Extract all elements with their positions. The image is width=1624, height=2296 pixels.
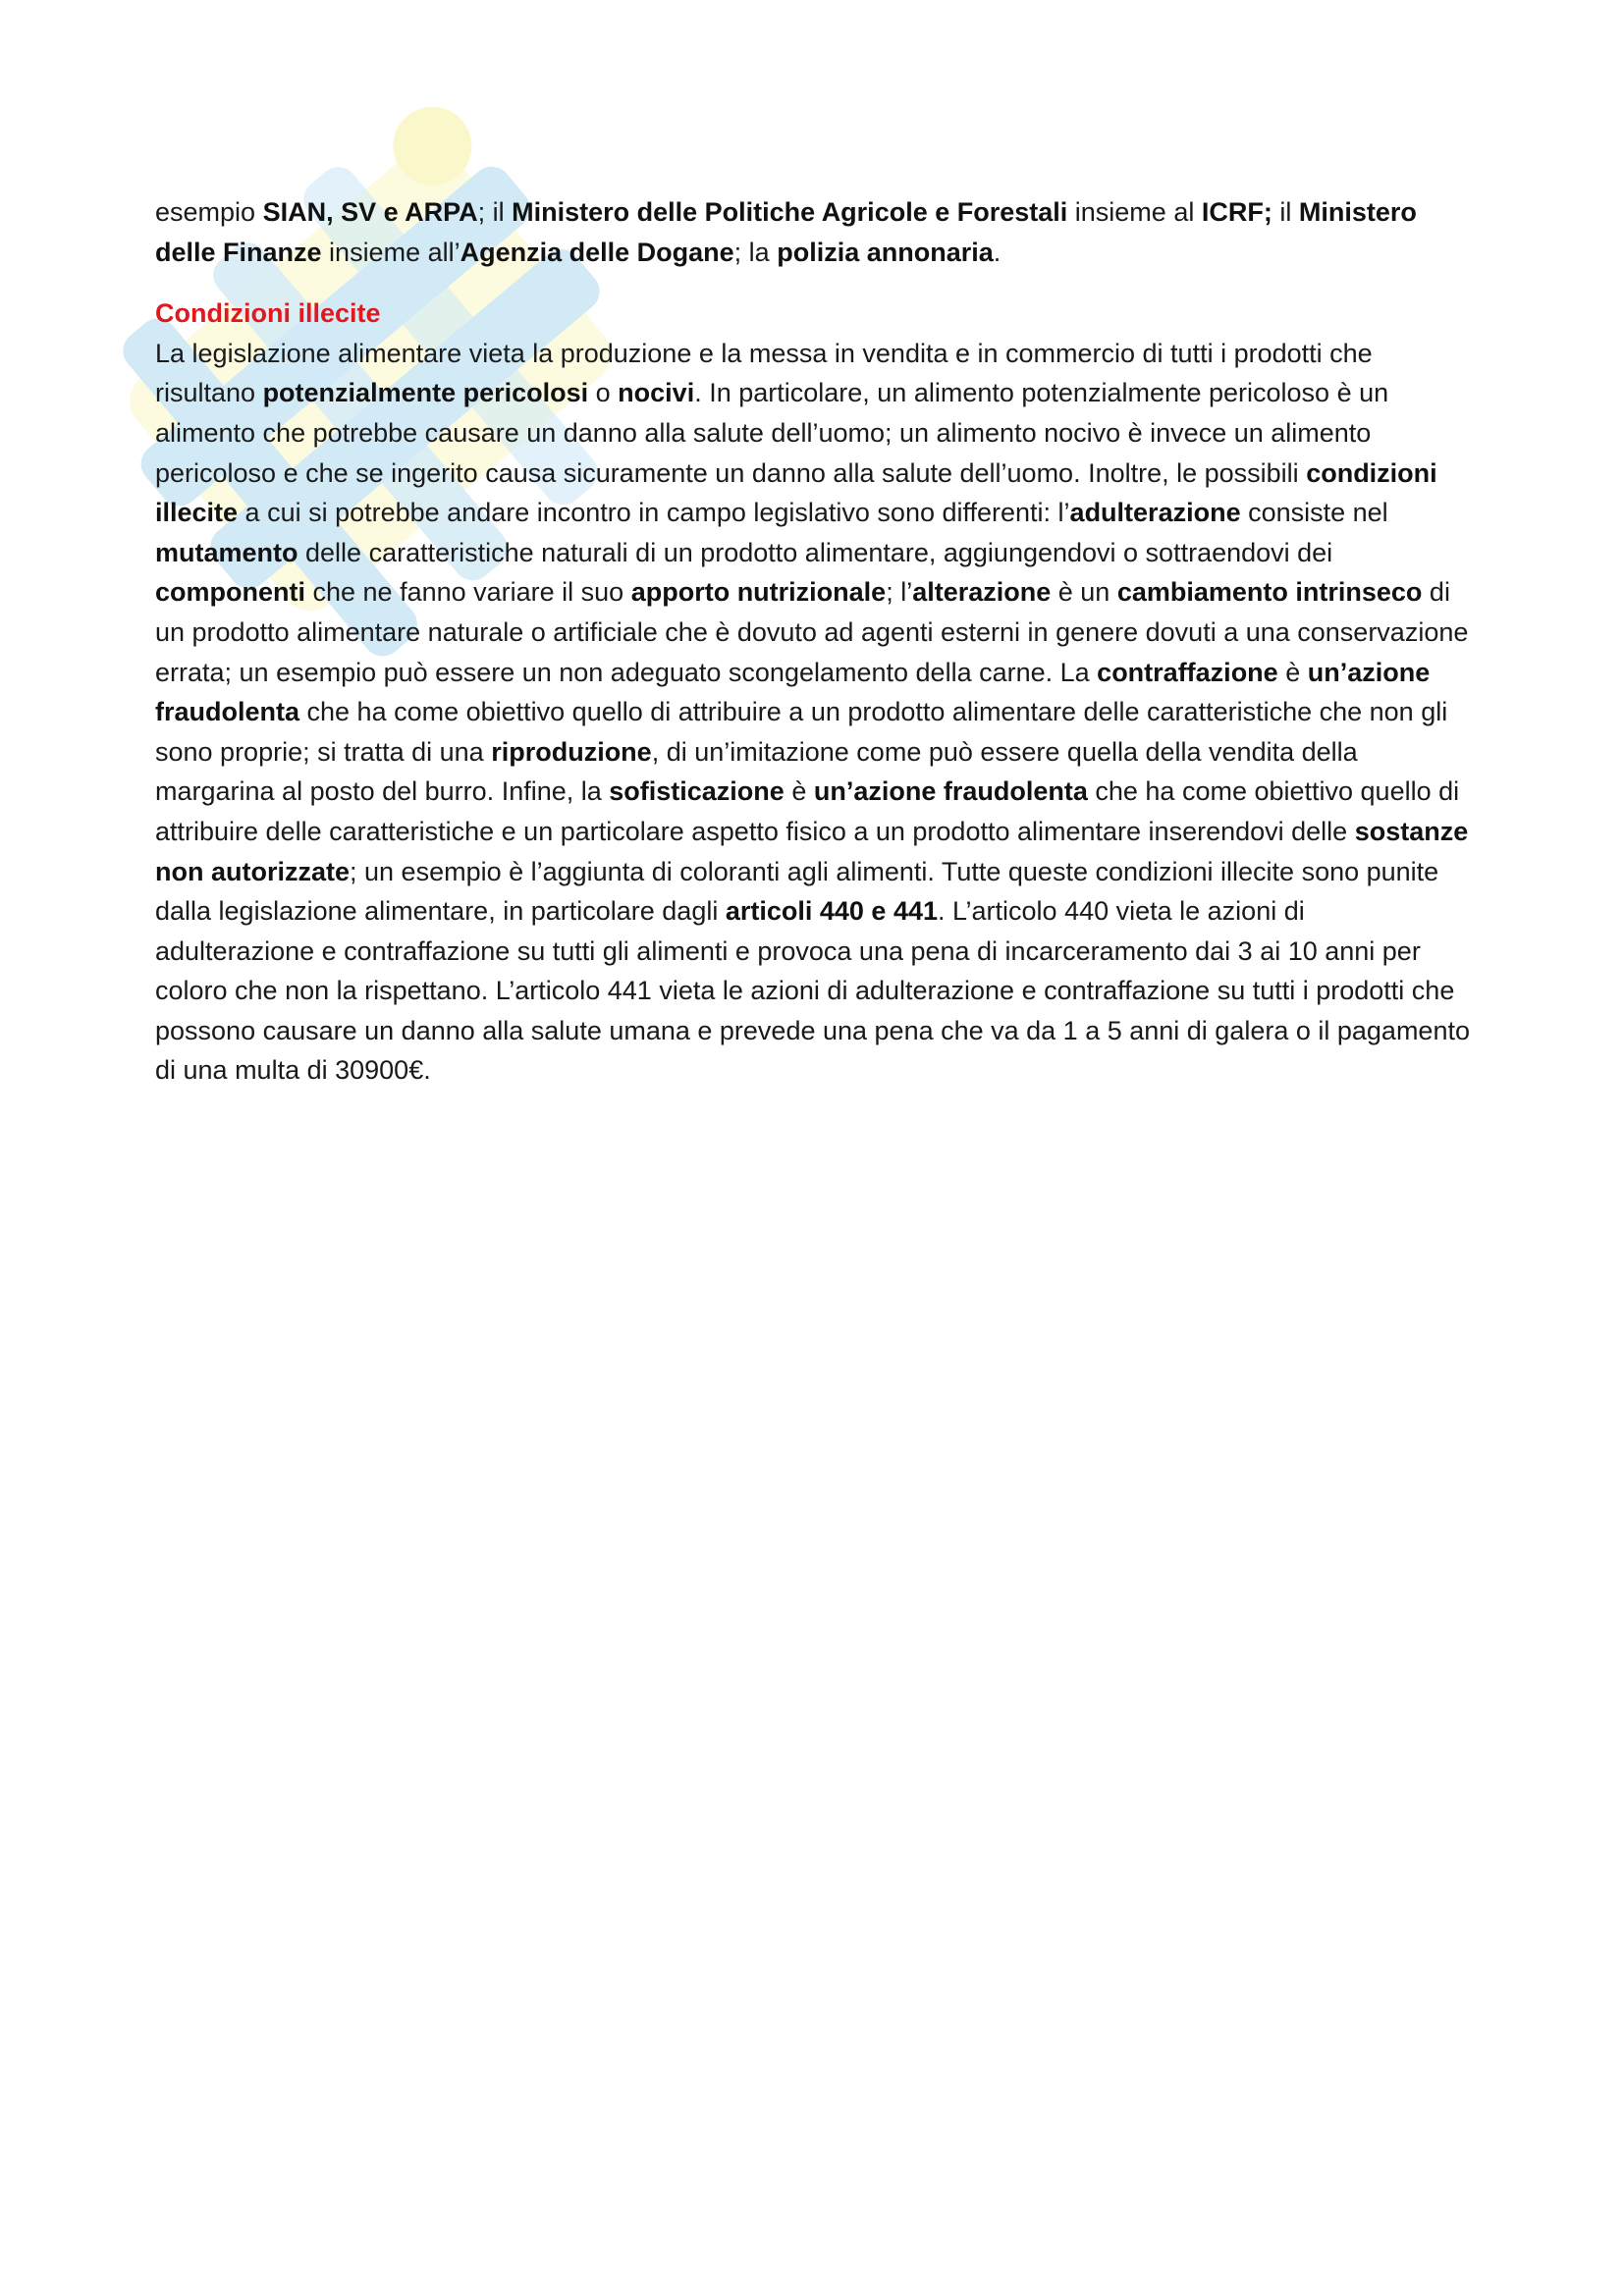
bold-term: SIAN, SV e ARPA bbox=[262, 197, 478, 227]
text-run: a cui si potrebbe andare incontro in campo legislativo sono differenti: l’ bbox=[238, 498, 1070, 528]
bold-term: contraffazione bbox=[1097, 657, 1278, 687]
text-run: che ne fanno variare il suo bbox=[305, 577, 631, 608]
bold-term: Agenzia delle Dogane bbox=[460, 237, 734, 267]
bold-term: nocivi bbox=[618, 378, 695, 408]
text-run: consiste nel bbox=[1240, 498, 1388, 528]
text-run: , di un’imitazione come può essere quella della vendita della margarina al posto del burro. Infine, la bbox=[155, 736, 1358, 807]
text-run: che ha come obiettivo quello di attribuire delle caratteristiche e un particolare aspetto fisico a un prodotto alimentare inserendovi delle bbox=[155, 776, 1460, 846]
text-run: di un prodotto alimentare naturale o artificiale che è dovuto ad agenti esterni in genere dovuti a una conservazione errata; un esempio può essere un non adeguato scongelamento della carne. La bbox=[155, 577, 1469, 687]
text-run: ; l’ bbox=[886, 577, 913, 608]
bold-term: sofisticazione bbox=[609, 776, 785, 807]
bold-term: componenti bbox=[155, 577, 305, 608]
text-run: insieme all’ bbox=[321, 237, 460, 267]
text-run: ; un esempio è l’aggiunta di coloranti agli alimenti. Tutte queste condizioni illecite sono punite dalla legislazione alimentare, in particolare dagli bbox=[155, 856, 1439, 927]
bold-term: Ministero delle Finanze bbox=[155, 197, 1417, 267]
text-run: è bbox=[1277, 657, 1308, 687]
text-run: esempio bbox=[155, 197, 263, 227]
text-run: che ha come obiettivo quello di attribuire a un prodotto alimentare delle caratteristiche che non gli sono proprie; si tratta di una bbox=[155, 697, 1448, 767]
text-run: il bbox=[1272, 197, 1299, 227]
section-heading: Condizioni illecite bbox=[155, 298, 381, 329]
text-run: La legislazione alimentare vieta la produzione e la messa in vendita e in commercio di tutti i prodotti che risultano bbox=[155, 338, 1373, 408]
bold-term: cambiamento intrinseco bbox=[1116, 577, 1423, 608]
bold-term: sostanze non autorizzate bbox=[155, 816, 1469, 886]
text-run: . In particolare, un alimento potenzialmente pericoloso è un alimento che potrebbe causare un danno alla salute dell’uomo; un alimento nocivo è invece un alimento pericoloso e che se ingerito causa sicuramente un danno alla salute dell’uomo. Inoltre, le possibili bbox=[155, 378, 1389, 488]
document-body bbox=[155, 192, 1471, 1091]
text-run: ; il bbox=[477, 197, 513, 227]
intro-paragraph bbox=[155, 192, 1471, 272]
bold-term: condizioni illecite bbox=[155, 457, 1437, 528]
bold-term: articoli 440 e 441 bbox=[725, 896, 938, 927]
text-run: ; la bbox=[733, 237, 778, 267]
bold-term: un’azione fraudolenta bbox=[813, 776, 1088, 807]
text-run: delle caratteristiche naturali di un prodotto alimentare, aggiungendovi o sottraendovi dei bbox=[298, 537, 1333, 567]
bold-term: alterazione bbox=[912, 577, 1052, 608]
bold-term: ICRF; bbox=[1201, 197, 1272, 227]
bold-term: adulterazione bbox=[1069, 498, 1241, 528]
bold-term: mutamento bbox=[155, 537, 298, 567]
bold-term: un’azione fraudolenta bbox=[155, 657, 1431, 727]
text-run: è un bbox=[1051, 577, 1117, 608]
text-run: è bbox=[784, 776, 814, 807]
text-run: insieme al bbox=[1067, 197, 1202, 227]
bold-term: Ministero delle Politiche Agricole e Forestali bbox=[512, 197, 1068, 227]
text-run: o bbox=[588, 378, 619, 408]
bold-term: apporto nutrizionale bbox=[630, 577, 887, 608]
bold-term: riproduzione bbox=[491, 736, 652, 767]
bold-term: potenzialmente pericolosi bbox=[262, 378, 589, 408]
section-paragraph bbox=[155, 334, 1471, 1091]
text-run: . bbox=[993, 237, 1001, 267]
bold-term: polizia annonaria bbox=[777, 237, 994, 267]
text-run: . L’articolo 440 vieta le azioni di adulterazione e contraffazione su tutti gli alimenti e provoca una pena di incarceramento dai 3 ai 10 anni per coloro che non la rispettano. L’articolo 441 vieta le azioni di adulterazione e contraffazione su tutti i prodotti che possono causare un danno alla salute umana e prevede una pena che va da 1 a 5 anni di galera o il pagamento di una multa di 30900€. bbox=[155, 896, 1470, 1086]
